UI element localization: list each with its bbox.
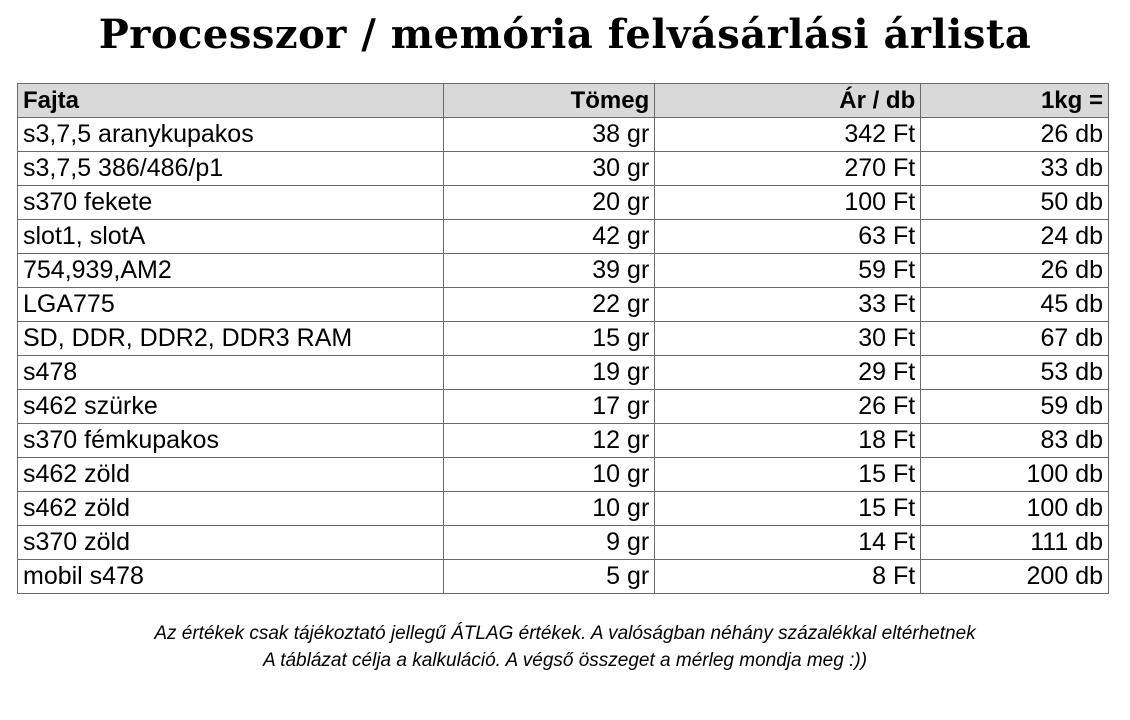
table-row bbox=[18, 458, 1109, 492]
cell-weight: 39 gr bbox=[443, 254, 655, 288]
cell-price: 14 Ft bbox=[655, 526, 921, 560]
cell-price: 15 Ft bbox=[655, 458, 921, 492]
footnote-purpose: A táblázat célja a kalkuláció. A végső összeget a mérleg mondja meg :)) bbox=[262, 650, 868, 671]
table-row bbox=[18, 118, 1109, 152]
cell-weight: 19 gr bbox=[443, 356, 655, 390]
column-header-weight: Tömeg bbox=[443, 84, 655, 118]
table-row bbox=[18, 152, 1109, 186]
cell-per-kg: 111 db bbox=[921, 526, 1109, 560]
cell-type: mobil s478 bbox=[18, 560, 444, 594]
table-header-row bbox=[18, 84, 1109, 118]
table-row bbox=[18, 322, 1109, 356]
cell-type: s3,7,5 386/486/p1 bbox=[18, 152, 444, 186]
cell-price: 342 Ft bbox=[655, 118, 921, 152]
cell-price: 270 Ft bbox=[655, 152, 921, 186]
cell-weight: 10 gr bbox=[443, 492, 655, 526]
cell-type: s462 zöld bbox=[18, 492, 444, 526]
cell-price: 33 Ft bbox=[655, 288, 921, 322]
column-header-price: Ár / db bbox=[655, 84, 921, 118]
table-row bbox=[18, 424, 1109, 458]
cell-weight: 38 gr bbox=[443, 118, 655, 152]
cell-per-kg: 59 db bbox=[921, 390, 1109, 424]
page-title: Processzor / memória felvásárlási árlista bbox=[98, 11, 1032, 58]
cell-type: s462 szürke bbox=[18, 390, 444, 424]
cell-per-kg: 45 db bbox=[921, 288, 1109, 322]
cell-type: s370 zöld bbox=[18, 526, 444, 560]
cell-type: 754,939,AM2 bbox=[18, 254, 444, 288]
cell-per-kg: 26 db bbox=[921, 118, 1109, 152]
cell-price: 8 Ft bbox=[655, 560, 921, 594]
table-row bbox=[18, 492, 1109, 526]
cell-weight: 5 gr bbox=[443, 560, 655, 594]
cell-weight: 20 gr bbox=[443, 186, 655, 220]
cell-price: 63 Ft bbox=[655, 220, 921, 254]
table-row bbox=[18, 288, 1109, 322]
cell-per-kg: 33 db bbox=[921, 152, 1109, 186]
column-header-per-kg: 1kg = bbox=[921, 84, 1109, 118]
cell-weight: 12 gr bbox=[443, 424, 655, 458]
column-header-type: Fajta bbox=[18, 84, 444, 118]
footnote-disclaimer: Az értékek csak tájékoztató jellegű ÁTLAG értékek. A valóságban néhány százalékkal eltérhetnek bbox=[154, 623, 976, 644]
table-row bbox=[18, 186, 1109, 220]
cell-price: 30 Ft bbox=[655, 322, 921, 356]
cell-per-kg: 53 db bbox=[921, 356, 1109, 390]
table-row bbox=[18, 356, 1109, 390]
table-row bbox=[18, 254, 1109, 288]
cell-price: 100 Ft bbox=[655, 186, 921, 220]
cell-weight: 30 gr bbox=[443, 152, 655, 186]
cell-price: 26 Ft bbox=[655, 390, 921, 424]
cell-price: 59 Ft bbox=[655, 254, 921, 288]
cell-per-kg: 83 db bbox=[921, 424, 1109, 458]
cell-per-kg: 100 db bbox=[921, 458, 1109, 492]
cell-per-kg: 200 db bbox=[921, 560, 1109, 594]
table-row bbox=[18, 526, 1109, 560]
table-row bbox=[18, 390, 1109, 424]
cell-per-kg: 50 db bbox=[921, 186, 1109, 220]
cell-price: 15 Ft bbox=[655, 492, 921, 526]
cell-per-kg: 26 db bbox=[921, 254, 1109, 288]
cell-weight: 42 gr bbox=[443, 220, 655, 254]
cell-weight: 15 gr bbox=[443, 322, 655, 356]
cell-type: SD, DDR, DDR2, DDR3 RAM bbox=[18, 322, 444, 356]
cell-type: s370 fémkupakos bbox=[18, 424, 444, 458]
cell-per-kg: 100 db bbox=[921, 492, 1109, 526]
table-row bbox=[18, 220, 1109, 254]
cell-type: LGA775 bbox=[18, 288, 444, 322]
cell-type: s370 fekete bbox=[18, 186, 444, 220]
table-row bbox=[18, 560, 1109, 594]
cell-type: slot1, slotA bbox=[18, 220, 444, 254]
cell-weight: 22 gr bbox=[443, 288, 655, 322]
cell-type: s462 zöld bbox=[18, 458, 444, 492]
cell-per-kg: 24 db bbox=[921, 220, 1109, 254]
cell-price: 18 Ft bbox=[655, 424, 921, 458]
cell-price: 29 Ft bbox=[655, 356, 921, 390]
cell-per-kg: 67 db bbox=[921, 322, 1109, 356]
cell-weight: 17 gr bbox=[443, 390, 655, 424]
cell-weight: 10 gr bbox=[443, 458, 655, 492]
cell-type: s3,7,5 aranykupakos bbox=[18, 118, 444, 152]
price-table bbox=[17, 83, 1109, 594]
cell-weight: 9 gr bbox=[443, 526, 655, 560]
cell-type: s478 bbox=[18, 356, 444, 390]
